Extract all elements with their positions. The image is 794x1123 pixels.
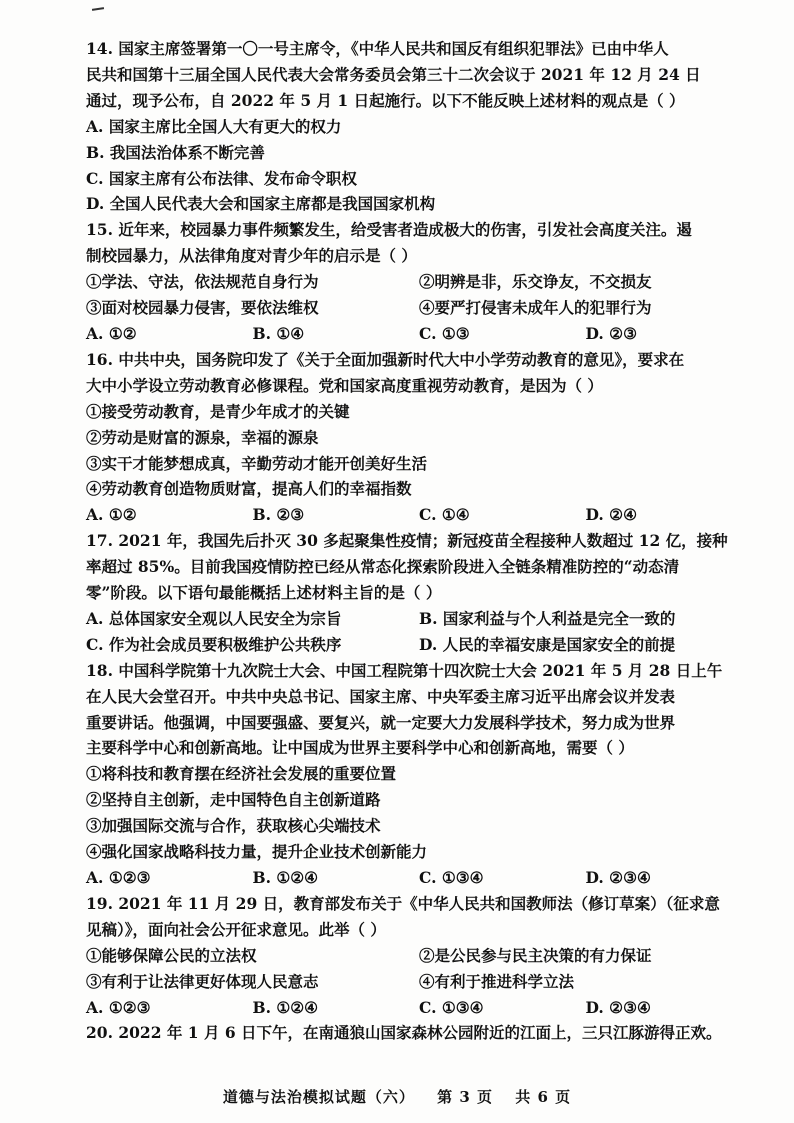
statement: ②坚持自主创新，走中国特色自主创新道路 (86, 790, 381, 810)
question-14 (86, 36, 752, 217)
answer-option: D. 全国人民代表大会和国家主席都是我国国家机构 (86, 194, 436, 214)
statement: ④有利于推进科学立法 (419, 971, 575, 991)
answer-option: C. 作为社会成员要积极维护公共秩序 (86, 634, 342, 654)
question-16 (86, 347, 752, 528)
answer-option: D. ②③④ (585, 997, 651, 1017)
answer-option: B. ①②④ (252, 997, 319, 1017)
answer-options-row (86, 321, 752, 347)
answer-option: B. ①②④ (252, 868, 319, 887)
statement: ①接受劳动教育，是青少年成才的关键 (86, 401, 350, 421)
question-text-line: 19. 2021 年 11 月 29 日，教育部发布关于《中华人民共和国教师法（修订草案）（征求意 (86, 893, 720, 913)
question-text-line: 18. 中国科学院第十九次院士大会、中国工程院第十四次院士大会 2021 年 5 月 28 日上午 (86, 660, 723, 680)
answer-options-row (86, 632, 752, 658)
answer-option: D. ②③④ (585, 868, 651, 887)
statement-row (86, 295, 752, 321)
answer-option: D. ②③ (585, 323, 637, 343)
questions-block (86, 36, 752, 1046)
statement-row (86, 969, 752, 995)
question-18 (86, 658, 752, 891)
question-15 (86, 217, 752, 347)
page-footer (0, 1086, 794, 1107)
answer-option: A. ①②③ (86, 868, 151, 887)
question-text-line: 主要科学中心和创新高地。让中国成为世界主要科学中心和创新高地，需要（ ） (86, 738, 634, 758)
answer-option: A. 总体国家安全观以人民安全为宗旨 (86, 608, 342, 628)
page-number: 第 3 页 (437, 1088, 493, 1106)
question-17 (86, 528, 752, 658)
answer-option: A. ①②③ (86, 997, 151, 1017)
question-text-line: 零”阶段。以下语句最能概括上述材料主旨的是（ ） (86, 583, 442, 603)
answer-option: C. 国家主席有公布法律、发布命令职权 (86, 168, 357, 188)
question-text-line: 15. 近年来，校园暴力事件频繁发生，给受害者造成极大的伤害，引发社会高度关注。遏 (86, 220, 692, 240)
question-text-line: 率超过 85%。目前我国疫情防控已经从常态化探索阶段进入全链条精准防控的“动态清 (86, 557, 680, 577)
statement: ③实干才能梦想成真，辛勤劳动才能开创美好生活 (86, 453, 428, 473)
statement: ④要严打侵害未成年人的犯罪行为 (419, 298, 652, 318)
question-text-line: 14. 国家主席签署第一〇一号主席令，《中华人民共和国反有组织犯罪法》已由中华人 (86, 39, 669, 58)
statement: ③面对校园暴力侵害，要依法维权 (86, 298, 319, 318)
question-19 (86, 891, 752, 1021)
statement: ④强化国家战略科技力量，提升企业技术创新能力 (86, 842, 428, 862)
page-total: 共 6 页 (515, 1088, 572, 1106)
question-text-line: 民共和国第十三届全国人民代表大会常务委员会第三十二次会议于 2021 年 12 月 24 日 (86, 64, 701, 84)
statement: ④劳动教育创造物质财富，提高人们的幸福指数 (86, 479, 412, 499)
answer-options-row (86, 865, 752, 891)
question-text-line: 重要讲话。他强调，中国要强盛、要复兴，就一定要大力发展科学技术，努力成为世界 (86, 712, 676, 732)
question-text-line: 制校园暴力，从法律角度对青少年的启示是（ ） (86, 246, 417, 266)
statement: ①将科技和教育摆在经济社会发展的重要位置 (86, 764, 397, 784)
exam-subject: 道德与法治模拟试题（六） (222, 1088, 415, 1106)
question-text-line: 大中小学设立劳动教育必修课程。党和国家高度重视劳动教育，是因为（ ） (86, 375, 603, 395)
statement: ②劳动是财富的源泉，幸福的源泉 (86, 427, 319, 447)
answer-option: C. ①③④ (419, 868, 484, 887)
answer-option: D. ②④ (585, 505, 637, 525)
statement-row (86, 943, 752, 969)
statement: ①学法、守法，依法规范自身行为 (86, 272, 319, 292)
answer-option: C. ①④ (419, 505, 470, 525)
answer-option: A. ①② (86, 323, 137, 343)
answer-option: A. ①② (86, 505, 137, 525)
statement: ①能够保障公民的立法权 (86, 945, 257, 965)
statement: ③加强国际交流与合作，获取核心尖端技术 (86, 816, 381, 836)
answer-option: B. ②③ (252, 505, 305, 525)
answer-option: B. 我国法治体系不断完善 (86, 142, 265, 162)
question-text-line: 在人民大会堂召开。中共中央总书记、国家主席、中央军委主席习近平出席会议并发表 (86, 686, 676, 706)
question-text-line: 通过，现予公布，自 2022 年 5 月 1 日起施行。以下不能反映上述材料的观点是（ ） (86, 90, 685, 110)
answer-option: A. 国家主席比全国人大有更大的权力 (86, 116, 342, 136)
answer-option: B. 国家利益与个人利益是完全一致的 (419, 608, 676, 628)
answer-options-row (86, 606, 752, 632)
answer-option: D. 人民的幸福安康是国家安全的前提 (419, 634, 676, 654)
answer-option: B. ①④ (252, 323, 305, 343)
question-text-line: 20. 2022 年 1 月 6 日下午，在南通狼山国家森林公园附近的江面上，三只江豚游得正欢。 (86, 1023, 722, 1043)
answer-options-row (86, 502, 752, 528)
statement: ③有利于让法律更好体现人民意志 (86, 971, 319, 991)
statement: ②明辨是非，乐交诤友，不交损友 (419, 272, 652, 292)
answer-options-row (86, 995, 752, 1021)
answer-option: C. ①③④ (419, 997, 484, 1017)
statement-row (86, 269, 752, 295)
question-text-line: 16. 中共中央，国务院印发了《关于全面加强新时代大中小学劳动教育的意见》，要求在 (86, 349, 685, 369)
statement: ②是公民参与民主决策的有力保证 (419, 945, 652, 965)
question-20 (86, 1020, 752, 1046)
question-text-line: 见稿）》，面向社会公开征求意见。此举（ ） (86, 919, 386, 939)
question-text-line: 17. 2021 年，我国先后扑灭 30 多起聚集性疫情；新冠疫苗全程接种人数超过 12 亿，接种 (86, 531, 728, 551)
corner-mark (92, 7, 104, 11)
answer-option: C. ①③ (419, 323, 470, 343)
